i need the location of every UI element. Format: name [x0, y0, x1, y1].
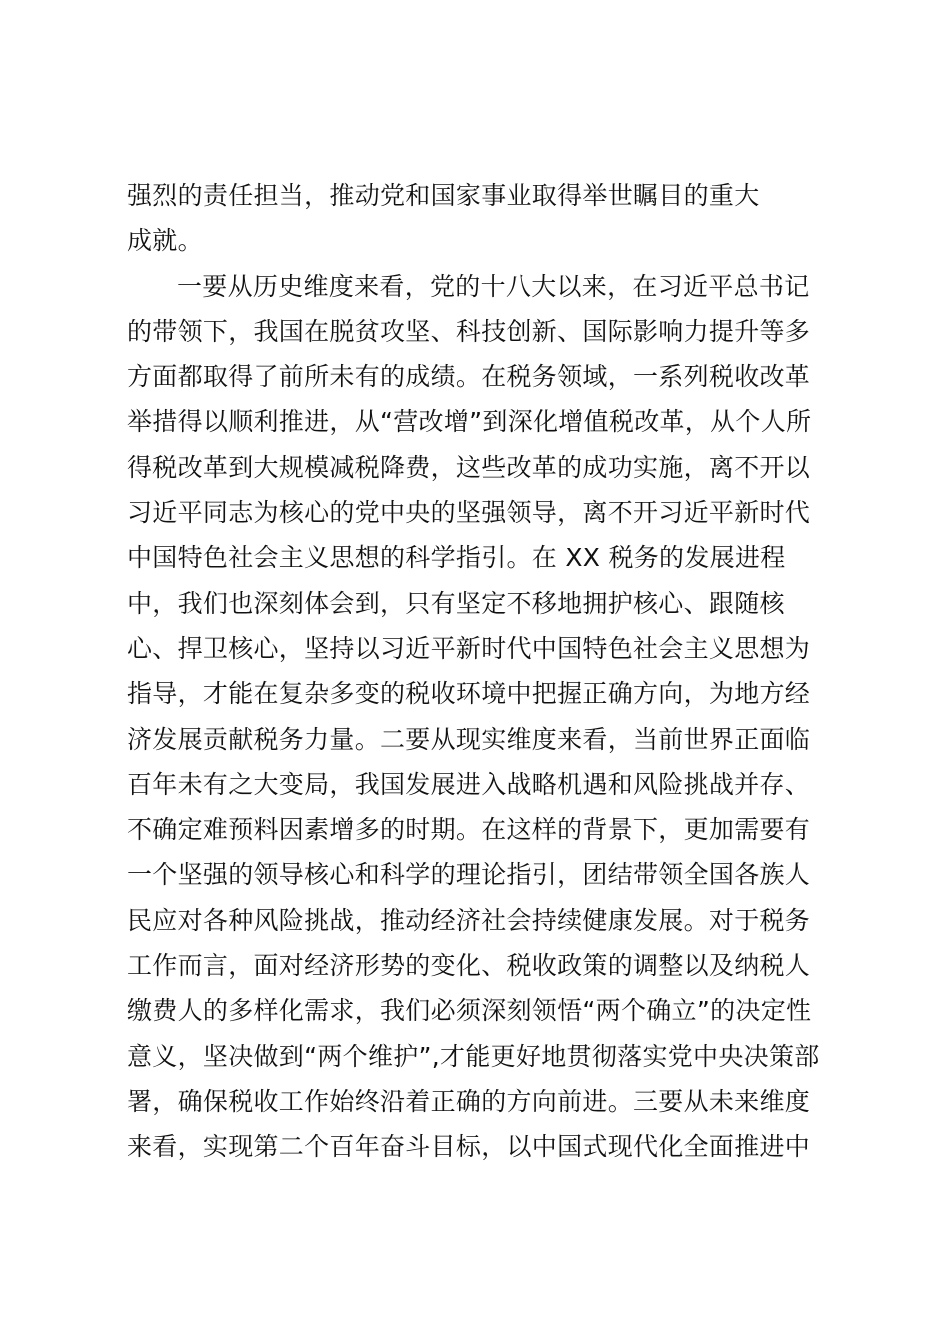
text-line: 来看，实现第二个百年奋斗目标，以中国式现代化全面推进中 — [127, 1132, 811, 1162]
text-line: 百年未有之大变局，我国发展进入战略机遇和风险挑战并存、 — [127, 769, 811, 799]
text-line: 举措得以顺利推进，从“营改增”到深化增值税改革，从个人所 — [127, 407, 812, 437]
text-line: 署，确保税收工作始终沿着正确的方向前进。三要从未来维度 — [127, 1086, 811, 1116]
text-line: 强烈的责任担当，推动党和国家事业取得举世瞩目的重大 — [127, 181, 760, 210]
text-line: 济发展贡献税务力量。二要从现实维度来看，当前世界正面临 — [127, 724, 811, 754]
text-line: 中，我们也深刻体会到，只有坚定不移地拥护核心、跟随核 — [127, 588, 785, 618]
body-text — [127, 173, 827, 1170]
text-line: 不确定难预料因素增多的时期。在这样的背景下，更加需要有 — [127, 815, 811, 845]
text-line: 心、捍卫核心，坚持以习近平新时代中国特色社会主义思想为 — [127, 633, 811, 663]
text-line: 指导，才能在复杂多变的税收环境中把握正确方向，为地方经 — [127, 679, 811, 709]
text-line: 缴费人的多样化需求，我们必须深刻领悟“两个确立”的决定性 — [127, 996, 812, 1026]
text-line: 工作而言，面对经济形势的变化、税收政策的调整以及纳税人 — [127, 951, 811, 981]
text-line: 方面都取得了前所未有的成绩。在税务领域，一系列税收改革 — [127, 362, 811, 392]
text-line: 成就。 — [127, 226, 203, 256]
text-line: 一要从历史维度来看，党的十八大以来，在习近平总书记 — [177, 271, 810, 301]
text-line: 民应对各种风险挑战，推动经济社会持续健康发展。对于税务 — [127, 905, 811, 935]
text-line: 中国特色社会主义思想的科学指引。在 XX 税务的发展进程 — [127, 543, 786, 573]
text-line: 的带领下，我国在脱贫攻坚、科技创新、国际影响力提升等多 — [127, 316, 811, 346]
text-line: 意义，坚决做到“两个维护”,才能更好地贯彻落实党中央决策部 — [127, 1041, 820, 1071]
text-line: 得税改革到大规模减税降费，这些改革的成功实施，离不开以 — [127, 452, 811, 482]
text-line: 习近平同志为核心的党中央的坚强领导，离不开习近平新时代 — [127, 498, 811, 528]
text-line: 一个坚强的领导核心和科学的理论指引，团结带领全国各族人 — [127, 860, 811, 890]
